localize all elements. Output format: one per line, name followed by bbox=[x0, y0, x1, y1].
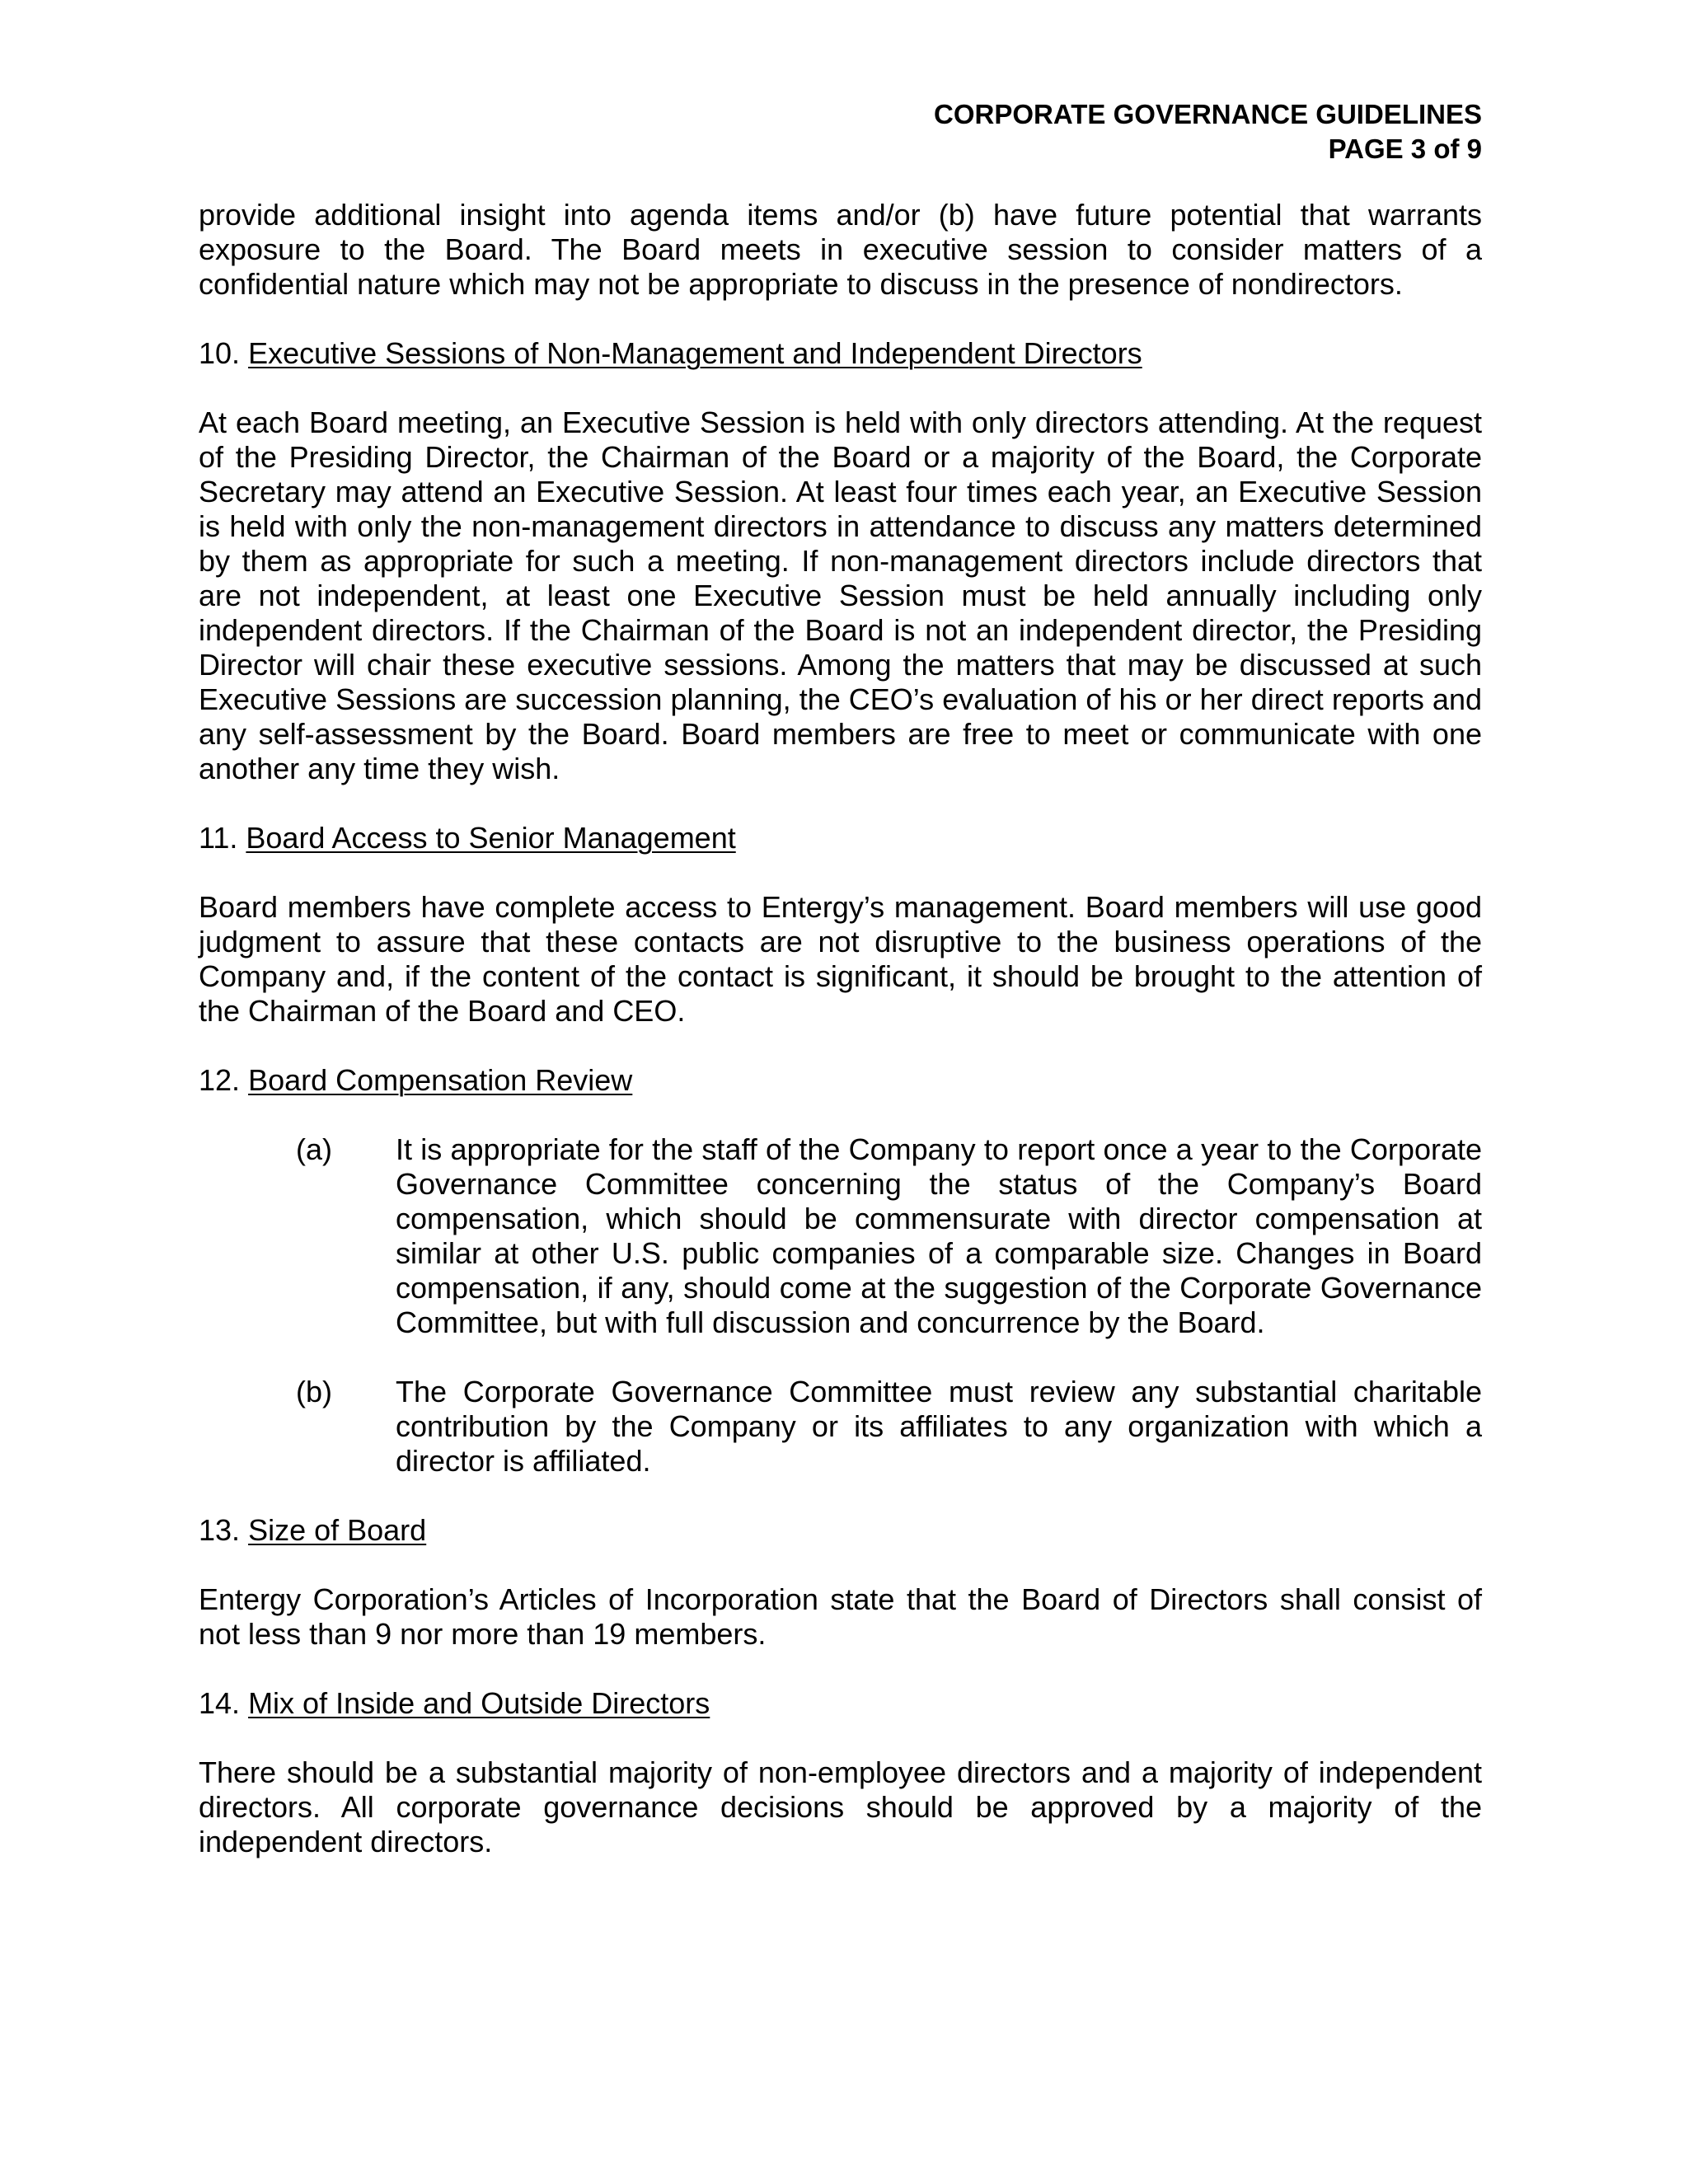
page-header bbox=[934, 97, 1482, 166]
section-14-heading bbox=[199, 1686, 1482, 1721]
list-item-text: It is appropriate for the staff of the Company to report once a year to the Corporate Governance Committee concerning the status of the Company’s Board compensation, which should be commensurate with director compensation at similar at other U.S. public companies of a comparable size. Changes in Board compensation, if any, should come at the suggestion of the Corporate Governance Committee, but with full discussion and concurrence by the Board. bbox=[396, 1132, 1482, 1339]
section-10-number: 10. bbox=[199, 336, 241, 370]
section-10-heading bbox=[199, 336, 1482, 371]
section-13-number: 13. bbox=[199, 1513, 241, 1547]
list-marker: (a) bbox=[296, 1132, 332, 1166]
section-12-heading bbox=[199, 1063, 1482, 1098]
section-11-body: Board members have complete access to Entergy’s management. Board members will use good judgment to assure that these contacts are not disruptive to the business operations of the Company and, if the content of the contact is significant, it should be brought to the attention of the Chairman of the Board and CEO. bbox=[199, 890, 1482, 1028]
list-item bbox=[199, 1132, 1482, 1340]
list-item-text: The Corporate Governance Committee must review any substantial charitable contribution by the Company or its affiliates to any organization with which a director is affiliated. bbox=[396, 1375, 1482, 1478]
section-14-body: There should be a substantial majority of non-employee directors and a majority of independent directors. All corporate governance decisions should be approved by a majority of the independent directors. bbox=[199, 1755, 1482, 1858]
section-11-number: 11. bbox=[199, 821, 238, 855]
list-item bbox=[199, 1375, 1482, 1479]
intro-paragraph: provide additional insight into agenda items and/or (b) have future potential that warrants exposure to the Board. The Board meets in executive session to consider matters of a confidential nature which may not be appropriate to discuss in the presence of nondirectors. bbox=[199, 198, 1482, 301]
section-12-title: Board Compensation Review bbox=[248, 1063, 633, 1097]
section-11-heading bbox=[199, 821, 1482, 855]
section-10-title: Executive Sessions of Non-Management and Independent Directors bbox=[248, 336, 1142, 370]
document-title: CORPORATE GOVERNANCE GUIDELINES bbox=[934, 99, 1482, 129]
section-14-title: Mix of Inside and Outside Directors bbox=[248, 1686, 710, 1720]
list-marker: (b) bbox=[296, 1375, 332, 1408]
section-12-number: 12. bbox=[199, 1063, 241, 1097]
section-11-title: Board Access to Senior Management bbox=[246, 821, 736, 855]
page-number: PAGE 3 of 9 bbox=[1328, 134, 1482, 164]
section-13-title: Size of Board bbox=[248, 1513, 427, 1547]
section-13-heading bbox=[199, 1513, 1482, 1548]
section-10-body: At each Board meeting, an Executive Session is held with only directors attending. At the request of the Presiding Director, the Chairman of the Board or a majority of the Board, the Corporate Secretary may attend an Executive Session. At least four times each year, an Executive Session is held with only the non-management directors in attendance to discuss any matters determined by them as appropriate for such a meeting. If non-management directors include directors that are not independent, at least one Executive Session must be held annually including only independent directors. If the Chairman of the Board is not an independent director, the Presiding Director will chair these executive sessions. Among the matters that may be discussed at such Executive Sessions are succession planning, the CEO’s evaluation of his or her direct reports and any self-assessment by the Board. Board members are free to meet or communicate with one another any time they wish. bbox=[199, 405, 1482, 785]
section-14-number: 14. bbox=[199, 1686, 241, 1720]
document-body bbox=[199, 198, 1482, 1859]
section-13-body: Entergy Corporation’s Articles of Incorporation state that the Board of Directors shall consist of not less than 9 nor more than 19 members. bbox=[199, 1582, 1482, 1651]
